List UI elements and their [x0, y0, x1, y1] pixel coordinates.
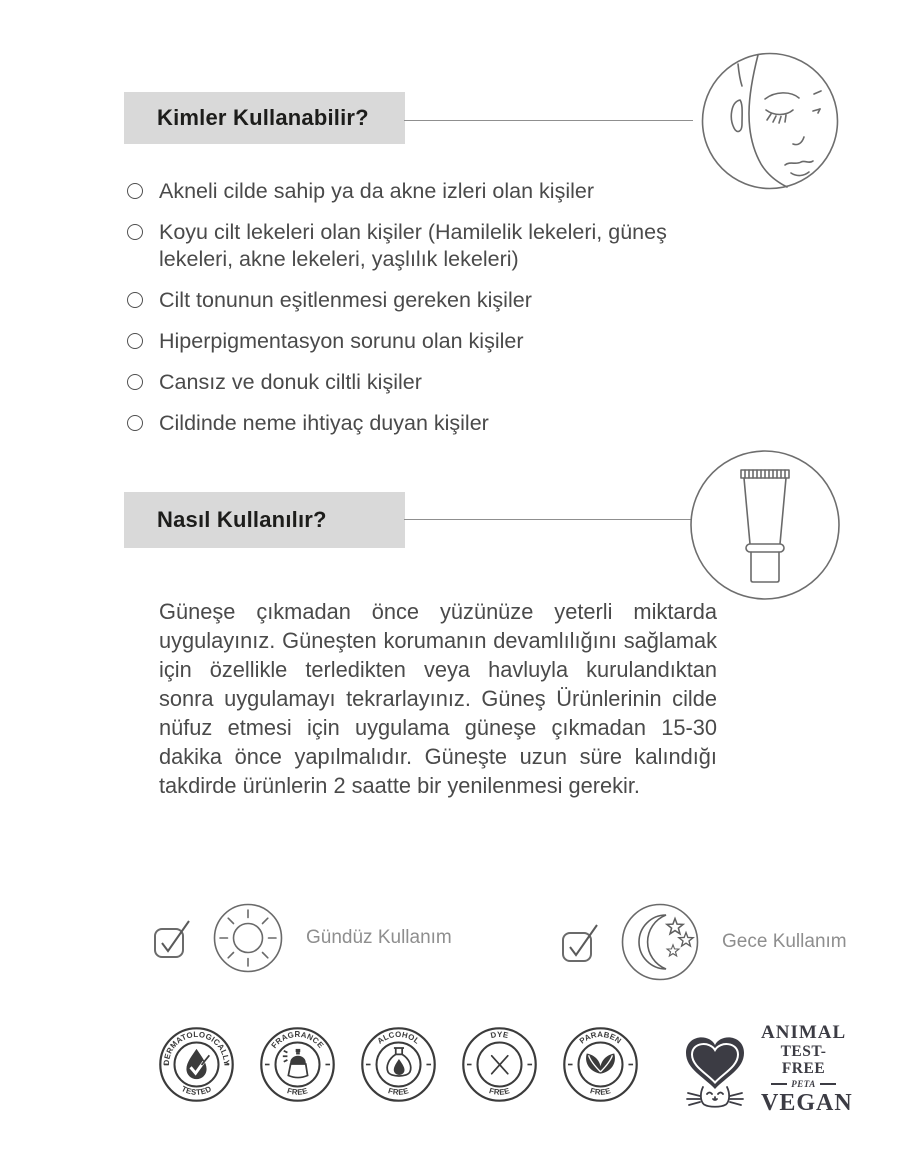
- usage-instructions: Güneşe çıkmadan önce yüzünüze yeterli miktarda uygulayınız. Güneşten korumanın devamlılığını sağlamak için özellikle terledikten veya havluyla kurulandıktan sonra uygulamayı tekrarlayınız. Güneş Ürünlerinin cilde nüfuz etmesi için uygulama güneşe çıkmadan 15-30 dakika önce yapılmalıdır. Güneşte uzun süre kalındığı takdirde ürünlerin 2 saatte bir yenilenmesi gerekir.: [159, 599, 717, 798]
- rule-right: [820, 1083, 836, 1084]
- circle-bullet-icon: [127, 415, 143, 431]
- face-illustration: [701, 52, 839, 190]
- svg-text:FREE: FREE: [286, 1086, 309, 1097]
- checkbox-checked-icon: [152, 916, 198, 960]
- list-item: [125, 178, 717, 205]
- list-item-text: Cilt tonunun eşitlenmesi gereken kişiler: [159, 288, 532, 312]
- connector-line-who: [404, 120, 693, 121]
- peta-vegan-logo: [676, 1022, 853, 1116]
- svg-text:FRAGRANCE: FRAGRANCE: [269, 1030, 326, 1051]
- paraben-free-badge: [562, 1026, 639, 1103]
- moon-stars-icon: [620, 902, 700, 982]
- list-item: [125, 287, 717, 314]
- list-item-text: Akneli cilde sahip ya da akne izleri olan kişiler: [159, 179, 594, 203]
- list-item-text: Cildinde neme ihtiyaç duyan kişiler: [159, 411, 489, 435]
- cream-tube-icon: [689, 449, 841, 601]
- svg-text:FREE: FREE: [387, 1086, 410, 1097]
- flask-flame-icon: [387, 1048, 411, 1076]
- svg-text:FREE: FREE: [589, 1086, 612, 1097]
- perfume-icon: [283, 1049, 308, 1078]
- list-item: [125, 410, 717, 437]
- list-item-text: Koyu cilt lekeleri olan kişiler (Hamilelik lekeleri, güneş lekeleri, akne lekeleri, yaşlılık lekeleri): [159, 220, 667, 271]
- svg-text:ALCOHOL: ALCOHOL: [375, 1029, 422, 1046]
- circle-bullet-icon: [127, 374, 143, 390]
- day-usage-label: Gündüz Kullanım: [306, 927, 452, 948]
- tube-illustration: [689, 449, 841, 601]
- connector-line-how: [404, 519, 691, 520]
- peta-brand-row: [761, 1079, 846, 1089]
- who-can-use-list: [125, 178, 717, 451]
- list-item: [125, 369, 717, 396]
- section-header-who: [124, 92, 405, 144]
- sun-icon: [212, 902, 284, 974]
- peta-brand-label: PETA: [791, 1079, 816, 1089]
- svg-text:PARABEN: PARABEN: [577, 1029, 624, 1046]
- list-item: [125, 219, 717, 273]
- x-mark-icon: [492, 1056, 508, 1074]
- list-item-text: Cansız ve donuk ciltli kişiler: [159, 370, 422, 394]
- list-item-text: Hiperpigmentasyon sorunu olan kişiler: [159, 329, 524, 353]
- section-header-how: [124, 492, 405, 548]
- night-usage-label: Gece Kullanım: [722, 931, 847, 952]
- peta-vegan-label: VEGAN: [761, 1090, 853, 1116]
- alcohol-free-badge: [360, 1026, 437, 1103]
- night-usage: [560, 902, 847, 982]
- face-icon: [701, 52, 839, 190]
- svg-text:TESTED: TESTED: [179, 1084, 214, 1097]
- circle-bullet-icon: [127, 292, 143, 308]
- svg-text:DYE: DYE: [489, 1029, 510, 1041]
- bunny-heart-icon: [676, 1029, 754, 1109]
- section-title-who: Kimler Kullanabilir?: [157, 105, 369, 130]
- svg-text:DERMATOLOGICALLY: DERMATOLOGICALLY: [161, 1029, 232, 1066]
- circle-bullet-icon: [127, 183, 143, 199]
- peta-animal-label: ANIMAL: [761, 1022, 847, 1043]
- dermatologically-tested-badge: [158, 1026, 235, 1103]
- peta-text-block: [761, 1022, 853, 1116]
- rule-left: [771, 1083, 787, 1084]
- circle-bullet-icon: [127, 224, 143, 240]
- certification-badges: [158, 1026, 639, 1103]
- fragrance-free-badge: [259, 1026, 336, 1103]
- checkbox-checked-icon: [560, 920, 606, 964]
- section-title-how: Nasıl Kullanılır?: [157, 507, 327, 532]
- circle-bullet-icon: [127, 333, 143, 349]
- peta-testfree-label: TEST-FREE: [780, 1043, 827, 1077]
- dye-free-badge: [461, 1026, 538, 1103]
- svg-text:FREE: FREE: [488, 1086, 511, 1097]
- day-usage: [152, 902, 452, 974]
- list-item: [125, 328, 717, 355]
- leaves-icon: [586, 1054, 615, 1074]
- drop-check-icon: [186, 1049, 209, 1079]
